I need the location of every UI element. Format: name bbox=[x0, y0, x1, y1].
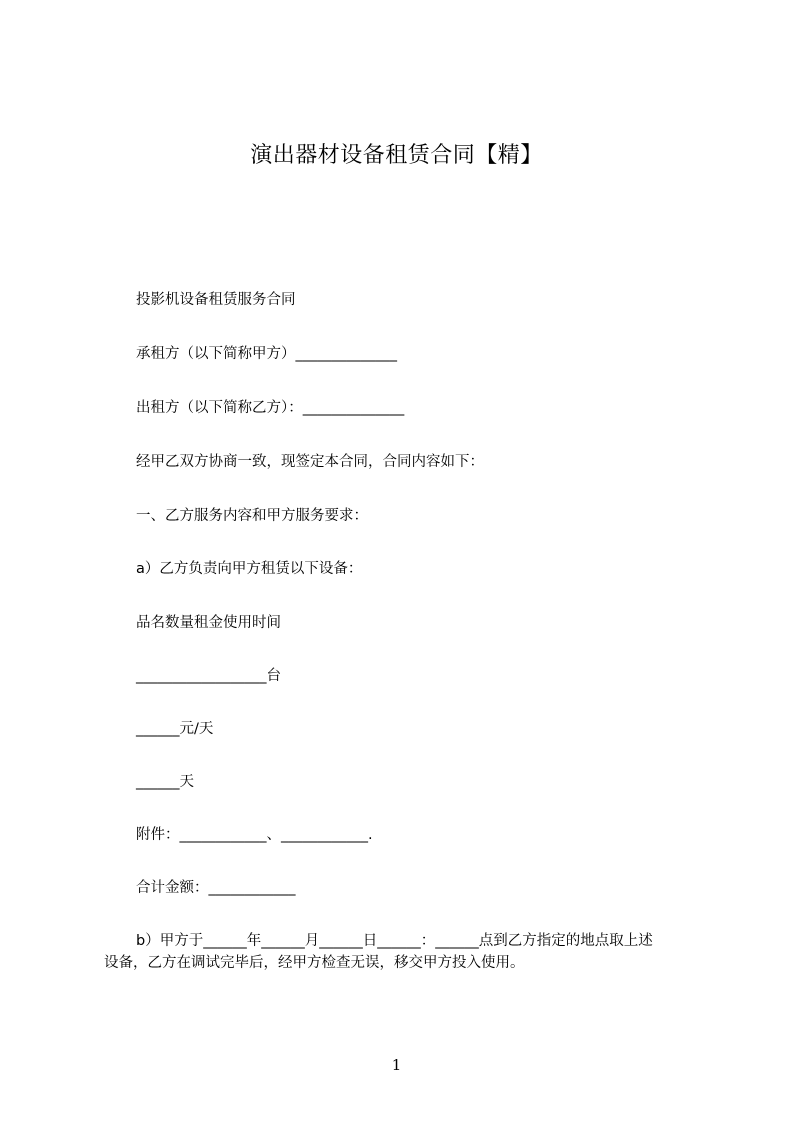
agreement-intro: 经甲乙双方协商一致，现签定本合同，合同内容如下： bbox=[136, 454, 484, 470]
total-amount-line: 合计金额：____________ bbox=[136, 880, 296, 896]
clause-a: a）乙方负责向甲方租赁以下设备： bbox=[136, 561, 363, 577]
lessor-line: 出租方（以下简称乙方）：______________ bbox=[136, 400, 405, 416]
page-number: 1 bbox=[391, 1056, 402, 1074]
duration-line: ______天 bbox=[136, 774, 194, 790]
quantity-line: __________________台 bbox=[136, 668, 281, 684]
document-title: 演出器材设备租赁合同【精】 bbox=[250, 143, 543, 168]
lessee-line: 承租方（以下简称甲方）______________ bbox=[136, 346, 397, 362]
contract-subtitle: 投影机设备租赁服务合同 bbox=[136, 292, 296, 308]
rent-line: ______元/天 bbox=[136, 721, 214, 737]
equipment-table-header: 品名数量租金使用时间 bbox=[136, 615, 281, 631]
clause-b-line-1: b）甲方于______年______月______日______：______点到乙方指定的地点取上述 bbox=[136, 933, 653, 949]
section-heading-1: 一、乙方服务内容和甲方服务要求： bbox=[136, 508, 368, 524]
clause-b bbox=[104, 930, 724, 974]
clause-b-line-2: 设备，乙方在调试完毕后，经甲方检查无误，移交甲方投入使用。 bbox=[104, 955, 525, 971]
attachments-line: 附件：____________、____________. bbox=[136, 827, 373, 843]
